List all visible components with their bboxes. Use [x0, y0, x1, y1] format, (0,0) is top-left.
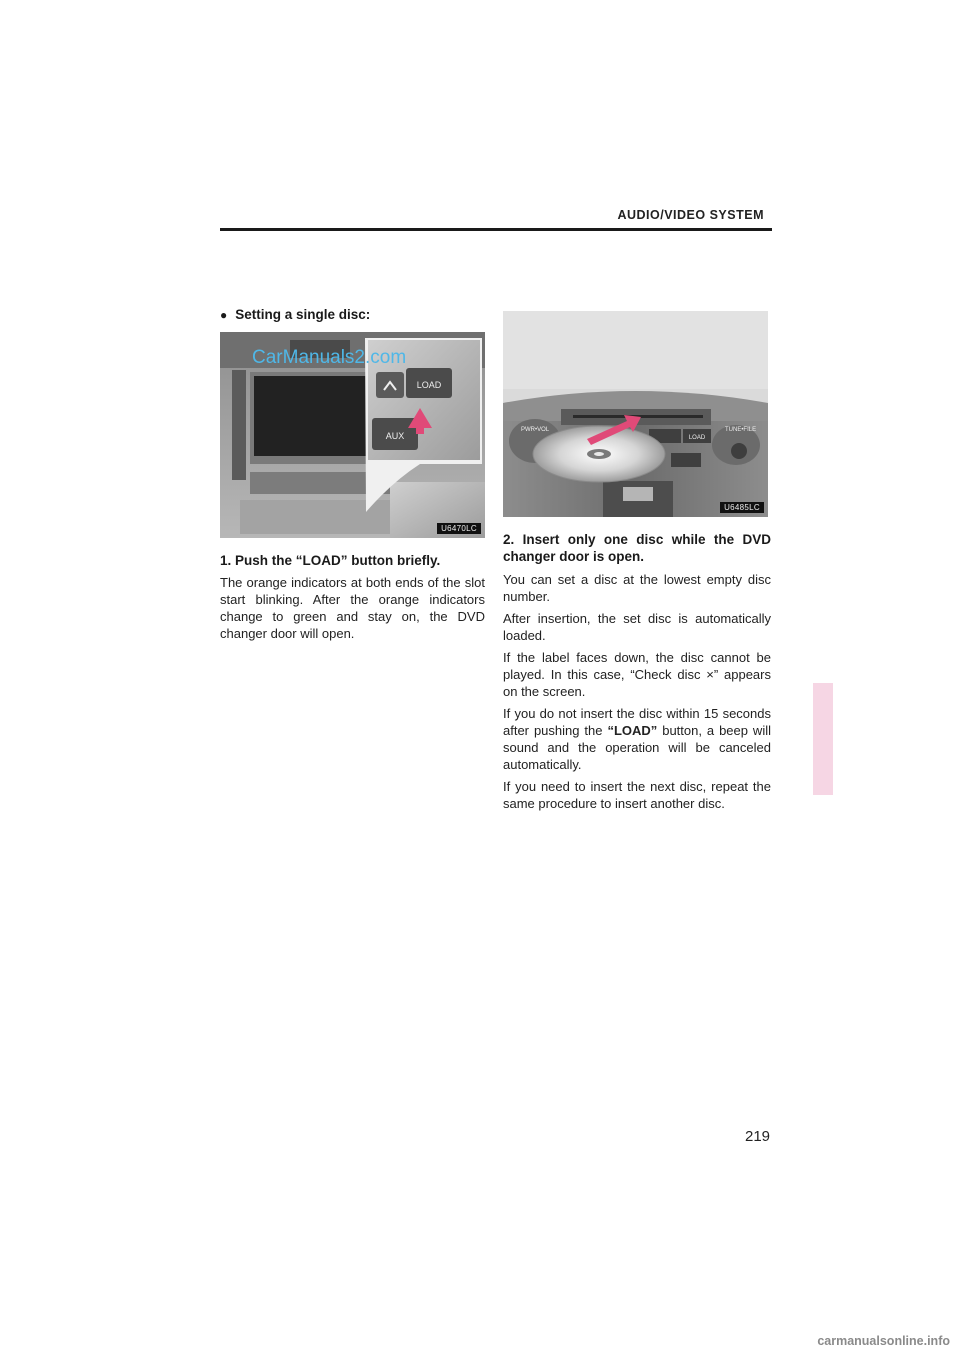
- section-tab: [813, 683, 833, 795]
- photo-dashboard: [220, 332, 485, 538]
- note-auto-load: After insertion, the set disc is automatically loaded.: [503, 611, 771, 643]
- load-label: LOAD: [688, 435, 706, 441]
- disc-insert-illustration: [503, 311, 768, 517]
- step-1-paragraph: The orange indicators at both ends of the slot start blinking. After the orange indicators change to green and stay on, the DVD changer door will open.: [220, 575, 485, 641]
- step-2: 2. Insert only one disc while the DVD changer door is open.: [503, 532, 771, 564]
- bullet-icon: ●: [220, 308, 228, 322]
- note-lowest-disc: You can set a disc at the lowest empty disc number.: [503, 572, 771, 604]
- load-button-label: LOAD: [416, 380, 442, 390]
- section-title: AUDIO/VIDEO SYSTEM: [617, 208, 764, 222]
- step-1: 1. Push the “LOAD” button briefly.: [220, 553, 441, 568]
- header-rule: [220, 228, 772, 231]
- tune-file-label: TUNE•FILE: [725, 427, 757, 433]
- step-2-notes: [503, 571, 771, 812]
- note-repeat: If you need to insert the next disc, repeat the same procedure to insert another disc.: [503, 779, 771, 811]
- photo-disc-slot: [503, 311, 768, 517]
- note-timeout: If you do not insert the disc within 15 seconds after pushing the “LOAD” button, a beep will sound and the operation will be canceled automatically.: [503, 706, 771, 772]
- dashboard-illustration: [220, 332, 485, 538]
- photo-code: U6470LC: [437, 523, 481, 534]
- watermark-text: CarManuals2.com: [252, 347, 407, 368]
- aux-button-label: AUX: [385, 431, 405, 441]
- page-number: 219: [745, 1128, 771, 1145]
- bullet-heading-text: Setting a single disc:: [235, 307, 371, 322]
- bullet-heading: [220, 307, 370, 322]
- note-label-down: If the label faces down, the disc cannot be played. In this case, “Check disc ×” appears on the screen.: [503, 650, 771, 699]
- photo-code: U6485LC: [720, 502, 764, 513]
- pwr-vol-label: PWR•VOL: [521, 427, 550, 433]
- footer-watermark: carmanualsonline.info: [817, 1334, 950, 1348]
